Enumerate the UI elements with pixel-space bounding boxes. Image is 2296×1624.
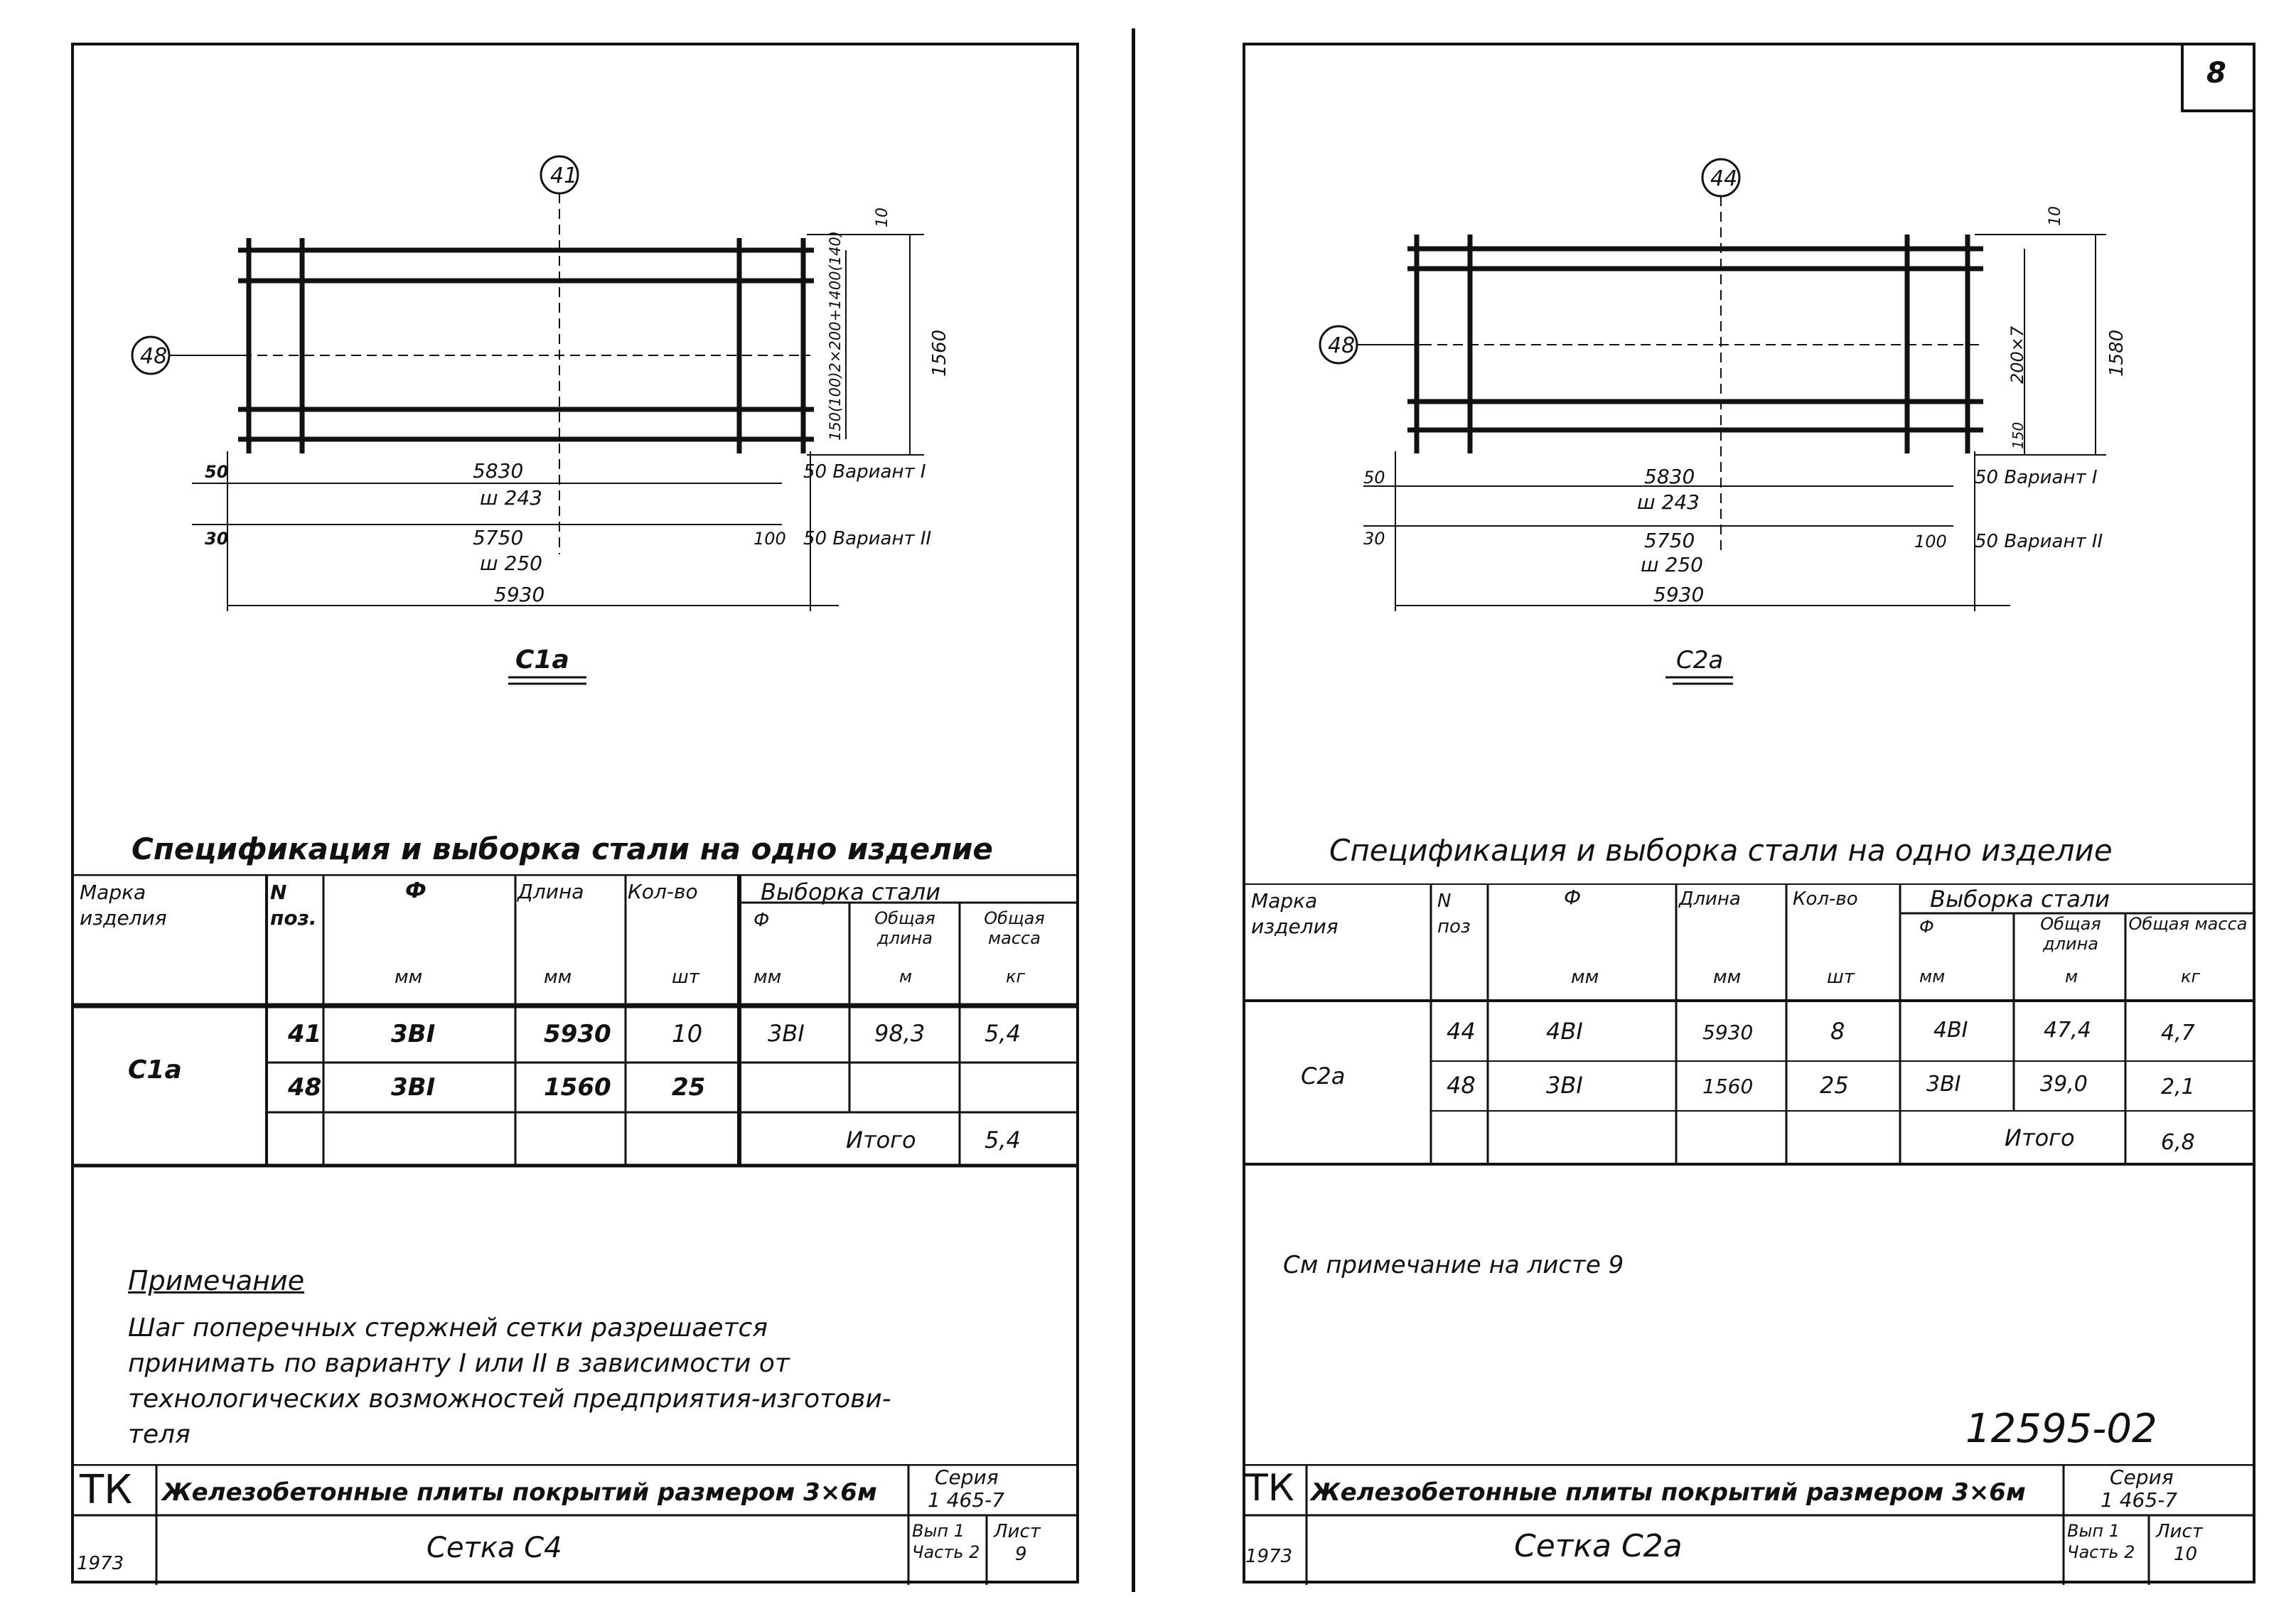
right-dim-5750: 5750 [1644,529,1695,552]
left-mesh-drawing [71,43,1079,697]
left-row1-len: 5930 [544,1020,611,1048]
left-th-qty: Кол-во [628,880,698,903]
left-dim-5750: 5750 [473,526,524,549]
left-th-sel-dia-unit: мм [753,967,782,988]
left-stamp-name: Сетка С4 [427,1532,562,1564]
left-row2-dia: 3ВI [391,1073,436,1102]
left-caption: С1а [515,645,569,674]
right-th-len: Длина [1679,888,1741,910]
right-caption: С2а [1676,646,1724,674]
left-stamp-sheet: 9 [1015,1544,1027,1565]
right-th-mark: Марка изделия [1251,889,1339,938]
sheet-divider [1132,28,1135,1592]
right-total-label: Итого [2005,1124,2075,1151]
right-th-len-unit: мм [1713,967,1742,988]
left-stamp-sheet-label: Лист [994,1521,1041,1542]
left-stamp-part: Часть 2 [912,1542,980,1562]
left-spec-title: Спецификация и выборка стали на одно изделие [132,832,993,866]
left-row2-pos: 48 [288,1073,322,1102]
right-page-number: 8 [2206,57,2226,90]
right-row2-dia: 3ВI [1546,1072,1583,1099]
right-stamp-part: Часть 2 [2067,1542,2135,1562]
left-th-sel-len-unit: м [899,967,913,986]
right-mark: С2а [1301,1063,1346,1090]
left-th-len-unit: мм [544,967,572,988]
right-stamp-series-label: Серия [2110,1466,2174,1489]
right-position-b: 48 [1328,333,1356,358]
left-row1-sel-mass: 5,4 [985,1020,1021,1047]
left-dim-w250: ш 250 [480,552,542,575]
left-th-sel-dia: Ф [753,910,770,931]
right-spec-title: Спецификация и выборка стали на одно изделие [1329,833,2113,868]
left-mark: С1а [128,1055,182,1085]
right-th-qty: Кол-во [1793,888,1858,910]
left-dim-v1560: 1560 [929,329,950,377]
right-row2-qty: 25 [1820,1072,1849,1099]
right-th-sel-dia: Ф [1919,917,1934,937]
right-total-value: 6,8 [2161,1130,2195,1155]
right-th-pos: N поз [1437,891,1471,937]
left-stamp-series-label: Серия [935,1466,999,1489]
right-dim-right-50: 50 Вариант I [1975,467,2098,488]
right-stamp-title: Железобетонные плиты покрытий размером 3×6м [1311,1478,2026,1507]
right-dim-100: 100 [1914,532,1947,552]
right-stamp-name: Сетка С2а [1514,1528,1683,1564]
left-dim-v-spacing: 150(100)2×200+1400(140) [827,230,844,441]
left-row1-pos: 41 [288,1020,322,1048]
left-th-sel-mass-unit: кг [1006,967,1026,986]
left-stamp-year: 1973 [77,1553,124,1574]
left-row1-sel-dia: 3ВI [768,1020,805,1047]
left-th-selection: Выборка стали [761,878,941,905]
right-th-sel-mass: Общая масса [2128,914,2248,934]
right-th-selection: Выборка стали [1930,886,2110,913]
right-th-dia-unit: мм [1571,967,1599,988]
right-row1-len: 5930 [1702,1021,1754,1044]
left-th-len: Длина [517,880,584,903]
right-stamp-tk: ТК [1245,1467,1294,1510]
left-th-qty-unit: шт [672,967,699,988]
right-dim-v10: 10 [2046,206,2064,226]
left-stamp-series: 1 465-7 [928,1488,1005,1512]
left-row1-sel-len: 98,3 [874,1020,926,1047]
left-note-line-2: принимать по варианту I или II в зависимости от [128,1349,790,1378]
left-note-line-1: Шаг поперечных стержней сетки разрешается [128,1313,768,1343]
left-th-sel-len: Общая длина [874,908,935,948]
left-dim-left-30: 30 [205,529,229,549]
right-dim-left-50: 50 [1363,468,1385,488]
right-doc-number: 12595-02 [1965,1406,2157,1452]
left-position-a: 41 [550,163,578,188]
left-dim-left-50: 50 [205,462,229,482]
right-th-qty-unit: шт [1827,967,1855,988]
right-note: См примечание на листе 9 [1283,1251,1624,1279]
left-stamp-title: Железобетонные плиты покрытий размером 3×6м [162,1478,877,1507]
right-stamp-sheet-label: Лист [2156,1521,2203,1542]
right-th-sel-dia-unit: мм [1919,967,1946,986]
right-row2-sel-dia: 3ВI [1926,1072,1961,1097]
left-stamp-tk: ТК [80,1467,132,1513]
right-th-sel-len-unit: м [2065,967,2078,986]
right-row1-sel-dia: 4ВI [1933,1018,1968,1043]
left-dim-right-50: 50 Вариант I [803,461,926,483]
left-stamp-vyp: Вып 1 [912,1521,965,1541]
left-row1-qty: 10 [672,1020,703,1048]
right-dim-v150: 150 [2010,421,2027,449]
right-row2-sel-len: 39,0 [2040,1072,2088,1097]
left-dim-100: 100 [753,529,786,549]
right-dim-left-30: 30 [1363,529,1385,549]
left-note-line-3: технологических возможностей предприятия-изготови- [128,1384,891,1414]
right-row1-qty: 8 [1830,1018,1845,1045]
right-position-a: 44 [1710,166,1738,191]
left-row2-len: 1560 [544,1073,611,1102]
right-stamp-series: 1 465-7 [2101,1488,2178,1512]
right-row2-pos: 48 [1447,1072,1476,1099]
left-total-label: Итого [846,1126,916,1154]
left-dim-right-50b: 50 Вариант II [803,528,932,549]
right-dim-w250: ш 250 [1641,553,1703,576]
right-th-sel-len: Общая длина [2040,914,2101,954]
left-th-sel-mass: Общая масса [984,908,1045,948]
right-dim-v200x7: 200×7 [2007,326,2027,384]
right-dim-5930: 5930 [1653,583,1705,606]
right-row1-sel-mass: 4,7 [2161,1021,2195,1045]
left-dim-v10: 10 [874,208,891,227]
left-note-title: Примечание [128,1265,305,1296]
right-stamp-year: 1973 [1245,1546,1293,1567]
left-note-line-4: теля [128,1420,191,1449]
right-row2-len: 1560 [1702,1075,1754,1098]
left-row2-qty: 25 [672,1073,706,1102]
right-row1-sel-len: 47,4 [2044,1018,2091,1043]
right-row2-sel-mass: 2,1 [2161,1075,2195,1099]
right-dim-right-50b: 50 Вариант II [1975,531,2103,552]
right-th-sel-mass-unit: кг [2181,967,2201,986]
right-th-dia: Ф [1564,886,1582,909]
left-row1-dia: 3ВI [391,1020,436,1048]
right-stamp-vyp: Вып 1 [2067,1521,2120,1541]
left-total-value: 5,4 [985,1126,1021,1154]
left-th-mark: Марка изделия [80,881,167,930]
right-mesh-drawing [1243,43,2255,697]
right-stamp-sheet: 10 [2174,1544,2198,1565]
left-dim-5930: 5930 [494,583,545,606]
right-dim-w243: ш 243 [1637,490,1700,514]
left-th-dia-unit: мм [395,967,423,988]
right-dim-5830: 5830 [1644,465,1695,488]
left-position-b: 48 [140,344,168,369]
left-dim-w243: ш 243 [480,486,542,510]
right-dim-v1580: 1580 [2106,329,2128,377]
left-dim-5830: 5830 [473,459,524,483]
right-row1-dia: 4ВI [1546,1018,1583,1045]
left-th-pos: N поз. [270,881,317,930]
right-row1-pos: 44 [1447,1018,1476,1045]
left-th-dia: Ф [405,878,427,903]
